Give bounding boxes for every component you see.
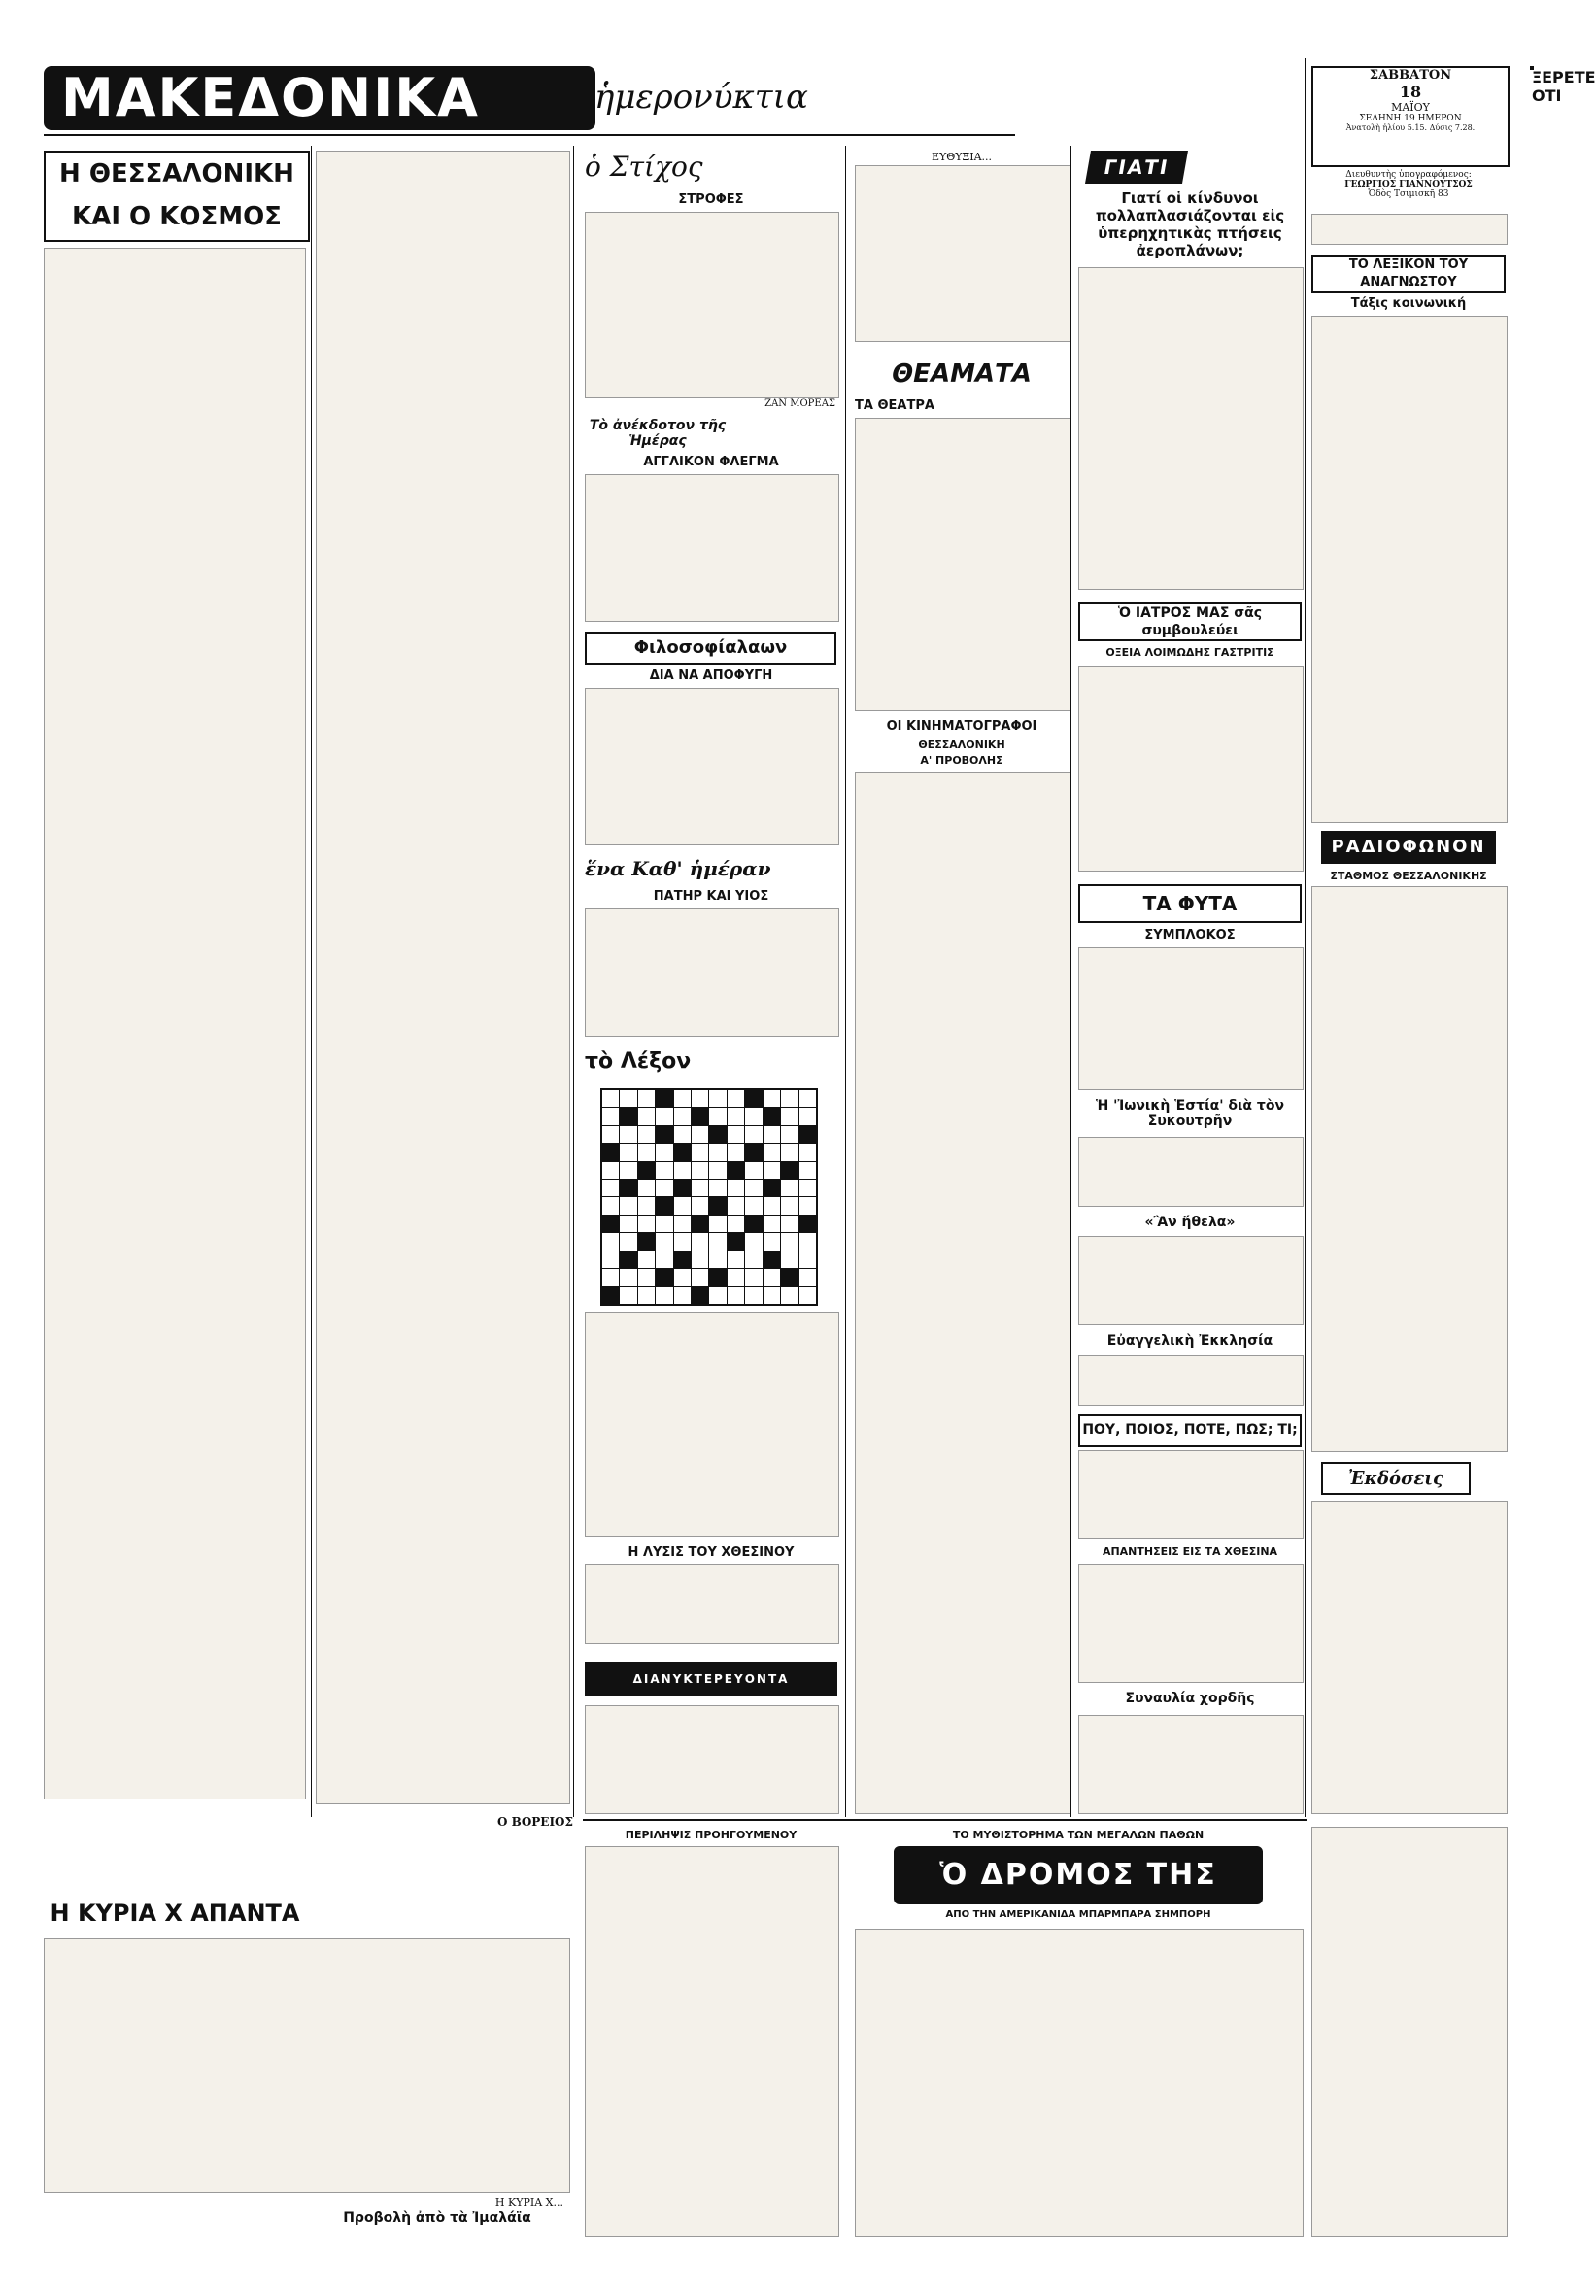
ekdoseis-text — [1311, 1501, 1508, 1814]
lyseis-text — [585, 1564, 839, 1644]
dateline-date: 18 — [1399, 83, 1422, 101]
radio-program — [1311, 886, 1508, 1452]
an-thela-text — [1078, 1236, 1304, 1325]
synavlia-headline: Συναυλία χορδῆς — [1125, 1691, 1255, 1706]
newspaper-page — [19, 19, 1596, 2254]
ena-kathimeran-title: ἕνα Καθ' ἡμέραν — [585, 857, 771, 880]
strofes-title: ΣΤΡΟΦΕΣ — [678, 192, 744, 207]
ekklisia-headline: Εὐαγγελικὴ Ἐκκλησία — [1106, 1333, 1273, 1349]
evthesia-title: ΕΥΘΥΞΙΑ... — [931, 151, 993, 163]
kyria-signature: Η ΚΥΡΙΑ Χ... — [494, 2196, 563, 2209]
masthead-script: ἡμερονύκτια — [594, 78, 808, 117]
apantiseis-title: ΑΠΑΝΤΗΣΕΙΣ ΕΙΣ ΤΑ ΧΘΕΣΙΝΑ — [1102, 1545, 1278, 1558]
masthead-title: ΜΑΚΕΔΟΝΙΚΑ — [61, 67, 480, 128]
ekdoseis-title: Ἐκδόσεις — [1321, 1462, 1471, 1495]
radio-title: ΡΑΔΙΟΦΩΝΟΝ — [1321, 831, 1496, 864]
estia-text — [1078, 1137, 1304, 1207]
xerografa-text — [1311, 214, 1508, 245]
dromos-summary — [585, 1846, 839, 2237]
stichos-title: ὁ Στίχος — [585, 151, 703, 183]
cartoon-illustration — [855, 165, 1070, 342]
dateline-box — [1311, 66, 1510, 167]
iatros-title: Ὁ ΙΑΤΡΟΣ ΜΑΣ σᾶς συμβουλεύει — [1078, 602, 1302, 641]
director-address: Ὁδὸς Τσιμισκῆ 83 — [1368, 189, 1449, 199]
kyria-article — [44, 1938, 570, 2193]
xerete-title: ΞΕΡΕΤΕ ΟΤΙ — [1532, 68, 1596, 105]
giati-headline: Γιατί οἱ κίνδυνοι πολλαπλασιάζονται εἰς ὑπερηχητικὰς πτήσεις ἀεροπλάνων; — [1095, 189, 1285, 259]
lexon-title: τὸ Λέξον — [585, 1049, 692, 1074]
crossword-grid — [600, 1088, 818, 1306]
dromos-subtitle: ΑΠΟ ΤΗΝ ΑΜΕΡΙΚΑΝΙΔΑ ΜΠΑΡΜΠΑΡΑ ΣΗΜΠΟΡΗ — [945, 1909, 1211, 1920]
symplokos-title: ΣΥΜΠΛΟΚΟΣ — [1144, 928, 1236, 942]
fyta-text — [1078, 947, 1304, 1090]
filosofia-title: Φιλοσοφίαλαων — [585, 632, 836, 665]
divider-1 — [311, 146, 312, 1817]
divider-4 — [1070, 146, 1071, 1817]
an-thela-headline: «Ἂν ἤθελα» — [1144, 1215, 1236, 1230]
apantiseis-text — [1078, 1564, 1304, 1683]
theamata-title: ΘΕΑΜΑΤΑ — [892, 360, 1032, 389]
patir-title: ΠΑΤΗΡ ΚΑΙ ΥΙΟΣ — [653, 889, 769, 904]
filosofia-text — [585, 688, 839, 845]
dia-na-title: ΔΙΑ ΝΑ ΑΠΟΦΥΓΗ — [649, 668, 773, 683]
dateline-month: ΜΑΪΟΥ — [1391, 101, 1430, 114]
taxis-title: Τάξις κοινωνική — [1350, 296, 1467, 311]
director-label: Διευθυντὴς ὑπογραφόμενος: — [1345, 170, 1472, 180]
anekdoto-title: Τὸ ἀνέκδοτον τῆς Ἡμέρας — [589, 418, 727, 449]
pou-pios-text — [1078, 1450, 1304, 1539]
stichos-poem — [585, 212, 839, 398]
lyseis-title: Η ΛΥΣΙΣ ΤΟΥ ΧΘΕΣΙΝΟΥ — [628, 1545, 795, 1559]
proigoumenou-title: ΠΕΡΙΛΗΨΙΣ ΠΡΟΗΓΟΥΜΕΝΟΥ — [625, 1829, 798, 1841]
article-text-block — [44, 248, 306, 1799]
ta-theatra-title: ΤΑ ΘΕΑΤΡΑ — [855, 398, 934, 413]
bottom-rule — [583, 1819, 1307, 1821]
dateline-day: ΣΑΒΒΑΤΟΝ — [1369, 68, 1452, 83]
pou-pios-title: ΠΟΥ, ΠΟΙΟΣ, ΠΟΤΕ, ΠΩΣ; ΤΙ; — [1078, 1414, 1302, 1447]
left-signature: Ο ΒΟΡΕΙΟΣ — [497, 1815, 573, 1829]
kinimatografoi-title: ΟΙ ΚΙΝΗΜΑΤΟΓΡΑΦΟΙ — [886, 719, 1037, 734]
lexikon-title: ΤΟ ΛΕΞΙΚΟΝ ΤΟΥ ΑΝΑΓΝΩΣΤΟΥ — [1311, 255, 1506, 293]
lexikon-text — [1311, 316, 1508, 823]
director-block — [1311, 170, 1506, 199]
column2-article — [316, 151, 570, 1804]
left-article — [44, 248, 306, 1802]
estia-headline: Ἡ 'Ἰωνικὴ Ἑστία' διὰ τὸν Συκουτρῆν — [1095, 1098, 1285, 1129]
crossword-clues — [585, 1312, 839, 1537]
thessaloniki-label: ΘΕΣΣΑΛΟΝΙΚΗ — [918, 738, 1005, 751]
anekdoto-text — [585, 474, 839, 622]
synavlia-text — [1078, 1715, 1304, 1814]
oxeia-title: ΟΞΕΙΑ ΛΟΙΜΩΔΗΣ ΓΑΣΤΡΙΤΙΣ — [1105, 646, 1274, 659]
cinema-listing — [855, 772, 1070, 1814]
xerete-text — [1311, 1827, 1508, 2237]
fyta-title: ΤΑ ΦΥΤΑ — [1078, 884, 1302, 923]
provoli-headline: Προβολὴ ἀπὸ τὰ Ἰμαλάϊα — [343, 2210, 531, 2226]
theatra-listing — [855, 418, 1070, 711]
divider-2 — [573, 146, 574, 1817]
stathmos-title: ΣΤΑΘΜΟΣ ΘΕΣΣΑΛΟΝΙΚΗΣ — [1330, 870, 1487, 882]
masthead-banner — [44, 66, 595, 130]
divider-5 — [1305, 58, 1306, 1817]
director-name: ΓΕΩΡΓΙΟΣ ΓΙΑΝΝΟΥΤΣΟΣ — [1344, 180, 1473, 189]
anglikon-title: ΑΓΓΛΙΚΟΝ ΦΛΕΓΜΑ — [643, 455, 779, 469]
ekklisia-text — [1078, 1355, 1304, 1406]
mythistorima-title: ΤΟ ΜΥΘΙΣΤΟΡΗΜΑ ΤΩΝ ΜΕΓΑΛΩΝ ΠΑΘΩΝ — [952, 1829, 1205, 1841]
divider-3 — [845, 146, 846, 1817]
dromos-text — [855, 1929, 1304, 2237]
farmakeia-title: ΔΙΑΝΥΚΤΕΡΕΥΟΝΤΑ — [585, 1662, 837, 1696]
giati-text — [1078, 267, 1304, 590]
farmakeia-list — [585, 1705, 839, 1814]
provoli-label: Α' ΠΡΟΒΟΛΗΣ — [920, 754, 1003, 767]
dromos-banner: Ὁ ΔΡΟΜΟΣ ΤΗΣ — [894, 1846, 1263, 1904]
dateline-sun: Ἀνατολὴ ἡλίου 5.15. Δύσις 7.28. — [1345, 123, 1476, 132]
stichos-signature: ΖΑΝ ΜΟΡΕΑΣ — [764, 398, 835, 409]
dateline-almanac: ΣΕΛΗΝΗ 19 ΗΜΕΡΩΝ — [1359, 114, 1462, 123]
kyria-headline: Η ΚΥΡΙΑ Χ ΑΠΑΝΤΑ — [50, 1900, 300, 1927]
giati-badge: ΓΙΑΤΙ — [1085, 151, 1188, 184]
iatros-text — [1078, 666, 1304, 872]
masthead-rule — [44, 134, 1015, 136]
patir-text — [585, 908, 839, 1037]
left-headline: Η ΘΕΣΣΑΛΟΝΙΚΗ ΚΑΙ Ο ΚΟΣΜΟΣ — [44, 151, 310, 242]
